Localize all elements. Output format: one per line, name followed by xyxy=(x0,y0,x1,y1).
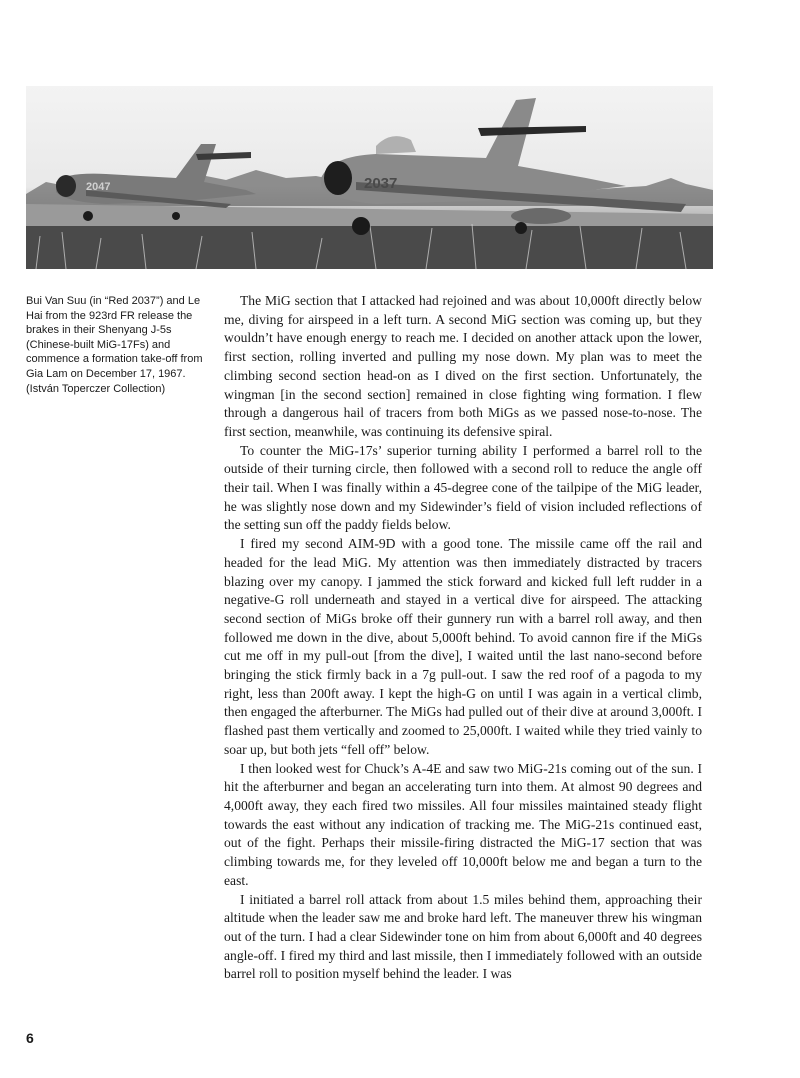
paragraph: I initiated a barrel roll attack from about 1.5 miles behind them, approaching their altitude when the leader saw me and broke hard left. The maneuver threw his wingman out of the turn. I had a clear Sidewinder tone on him from about 6,000ft and 40 degrees angle-off. I fired my third and last missile, then I immediately followed with an outside barrel roll to position myself behind the leader. I was xyxy=(224,891,702,982)
photo-caption: Bui Van Suu (in “Red 2037”) and Le Hai from the 923rd FR release the brakes in their Shenyang J-5s (Chinese-built MiG-17Fs) and commence a formation take-off from Gia Lam on December 17, 1967. (István Toperczer Collection) xyxy=(26,295,203,395)
rear-jet-code: 2047 xyxy=(86,181,111,193)
paragraph: To counter the MiG-17s’ superior turning ability I performed a barrel roll to the outside of their turning circle, then followed with a second roll to reduce the angle off their tail. When I was finally within a 45-degree cone of the tailpipe of the MiG leader, he was slightly nose down and my Sidewinder’s field of vision included reflections of the setting sun off the paddy fields below. xyxy=(224,442,702,533)
paragraph: The MiG section that I attacked had rejoined and was about 10,000ft directly below me, diving for airspeed in a left turn. A second MiG section was coming up, but they wouldn’t have enough energy to reach me. I decided on another attack upon the lower, first section, rolling inverted and pulling my nose down. My plan was to meet the climbing second section head-on as I dived on the first section. Unfortunately, the wingman [in the second section] remained in close fighting wing formation. I flew through a dangerous hail of tracers from both MiGs as we passed nose-to-nose. The first section, meanwhile, was continuing its defensive spiral. xyxy=(224,293,702,439)
paragraph: I then looked west for Chuck’s A-4E and saw two MiG-21s coming out of the sun. I hit the afterburner and began an accelerating turn into them. At almost 90 degrees and 4,000ft away, they each fired two missiles. All four missiles maintained steady flight towards the east without any indication of tracking me. The MiG-21s continued east, out of the fight. Perhaps their missile-firing distracted the MiG-17 section that was climbing towards me, for they leveled off 10,000ft below me and began a turn to the east. xyxy=(224,760,702,888)
page-number: 6 xyxy=(26,1030,34,1046)
grass-foreground xyxy=(26,226,713,269)
mig-17-takeoff-photo xyxy=(26,86,713,269)
paragraph: I fired my second AIM-9D with a good tone. The missile came off the rail and headed for the lead MiG. My attention was then immediately distracted by tracers blazing over my canopy. I jammed the stick forward and kicked full left rudder in a negative-G roll underneath and stayed in a vertical dive for airspeed. The attacking second section of MiGs broke off their gunnery run with a barrel roll away, and then followed me down in the dive, about 5,000ft behind. To avoid cannon fire if the MiGs cut me off in my pull-out [from the dive], I waited until the last nano-second before bringing the stick firmly back in a 7g pull-out. I saw the red roof of a pagoda to my right, less than 200ft away. I kept the high-G on until I was again in a vertical climb, then engaged the afterburner. The MiGs had pulled out of their dive at around 3,000ft. I flashed past them vertically and zoomed to 25,000ft. I waited while they tried vainly to soar up, but both jets “fell off” below. xyxy=(224,536,702,757)
front-jet-code: 2037 xyxy=(364,175,398,192)
body-text xyxy=(224,292,702,984)
